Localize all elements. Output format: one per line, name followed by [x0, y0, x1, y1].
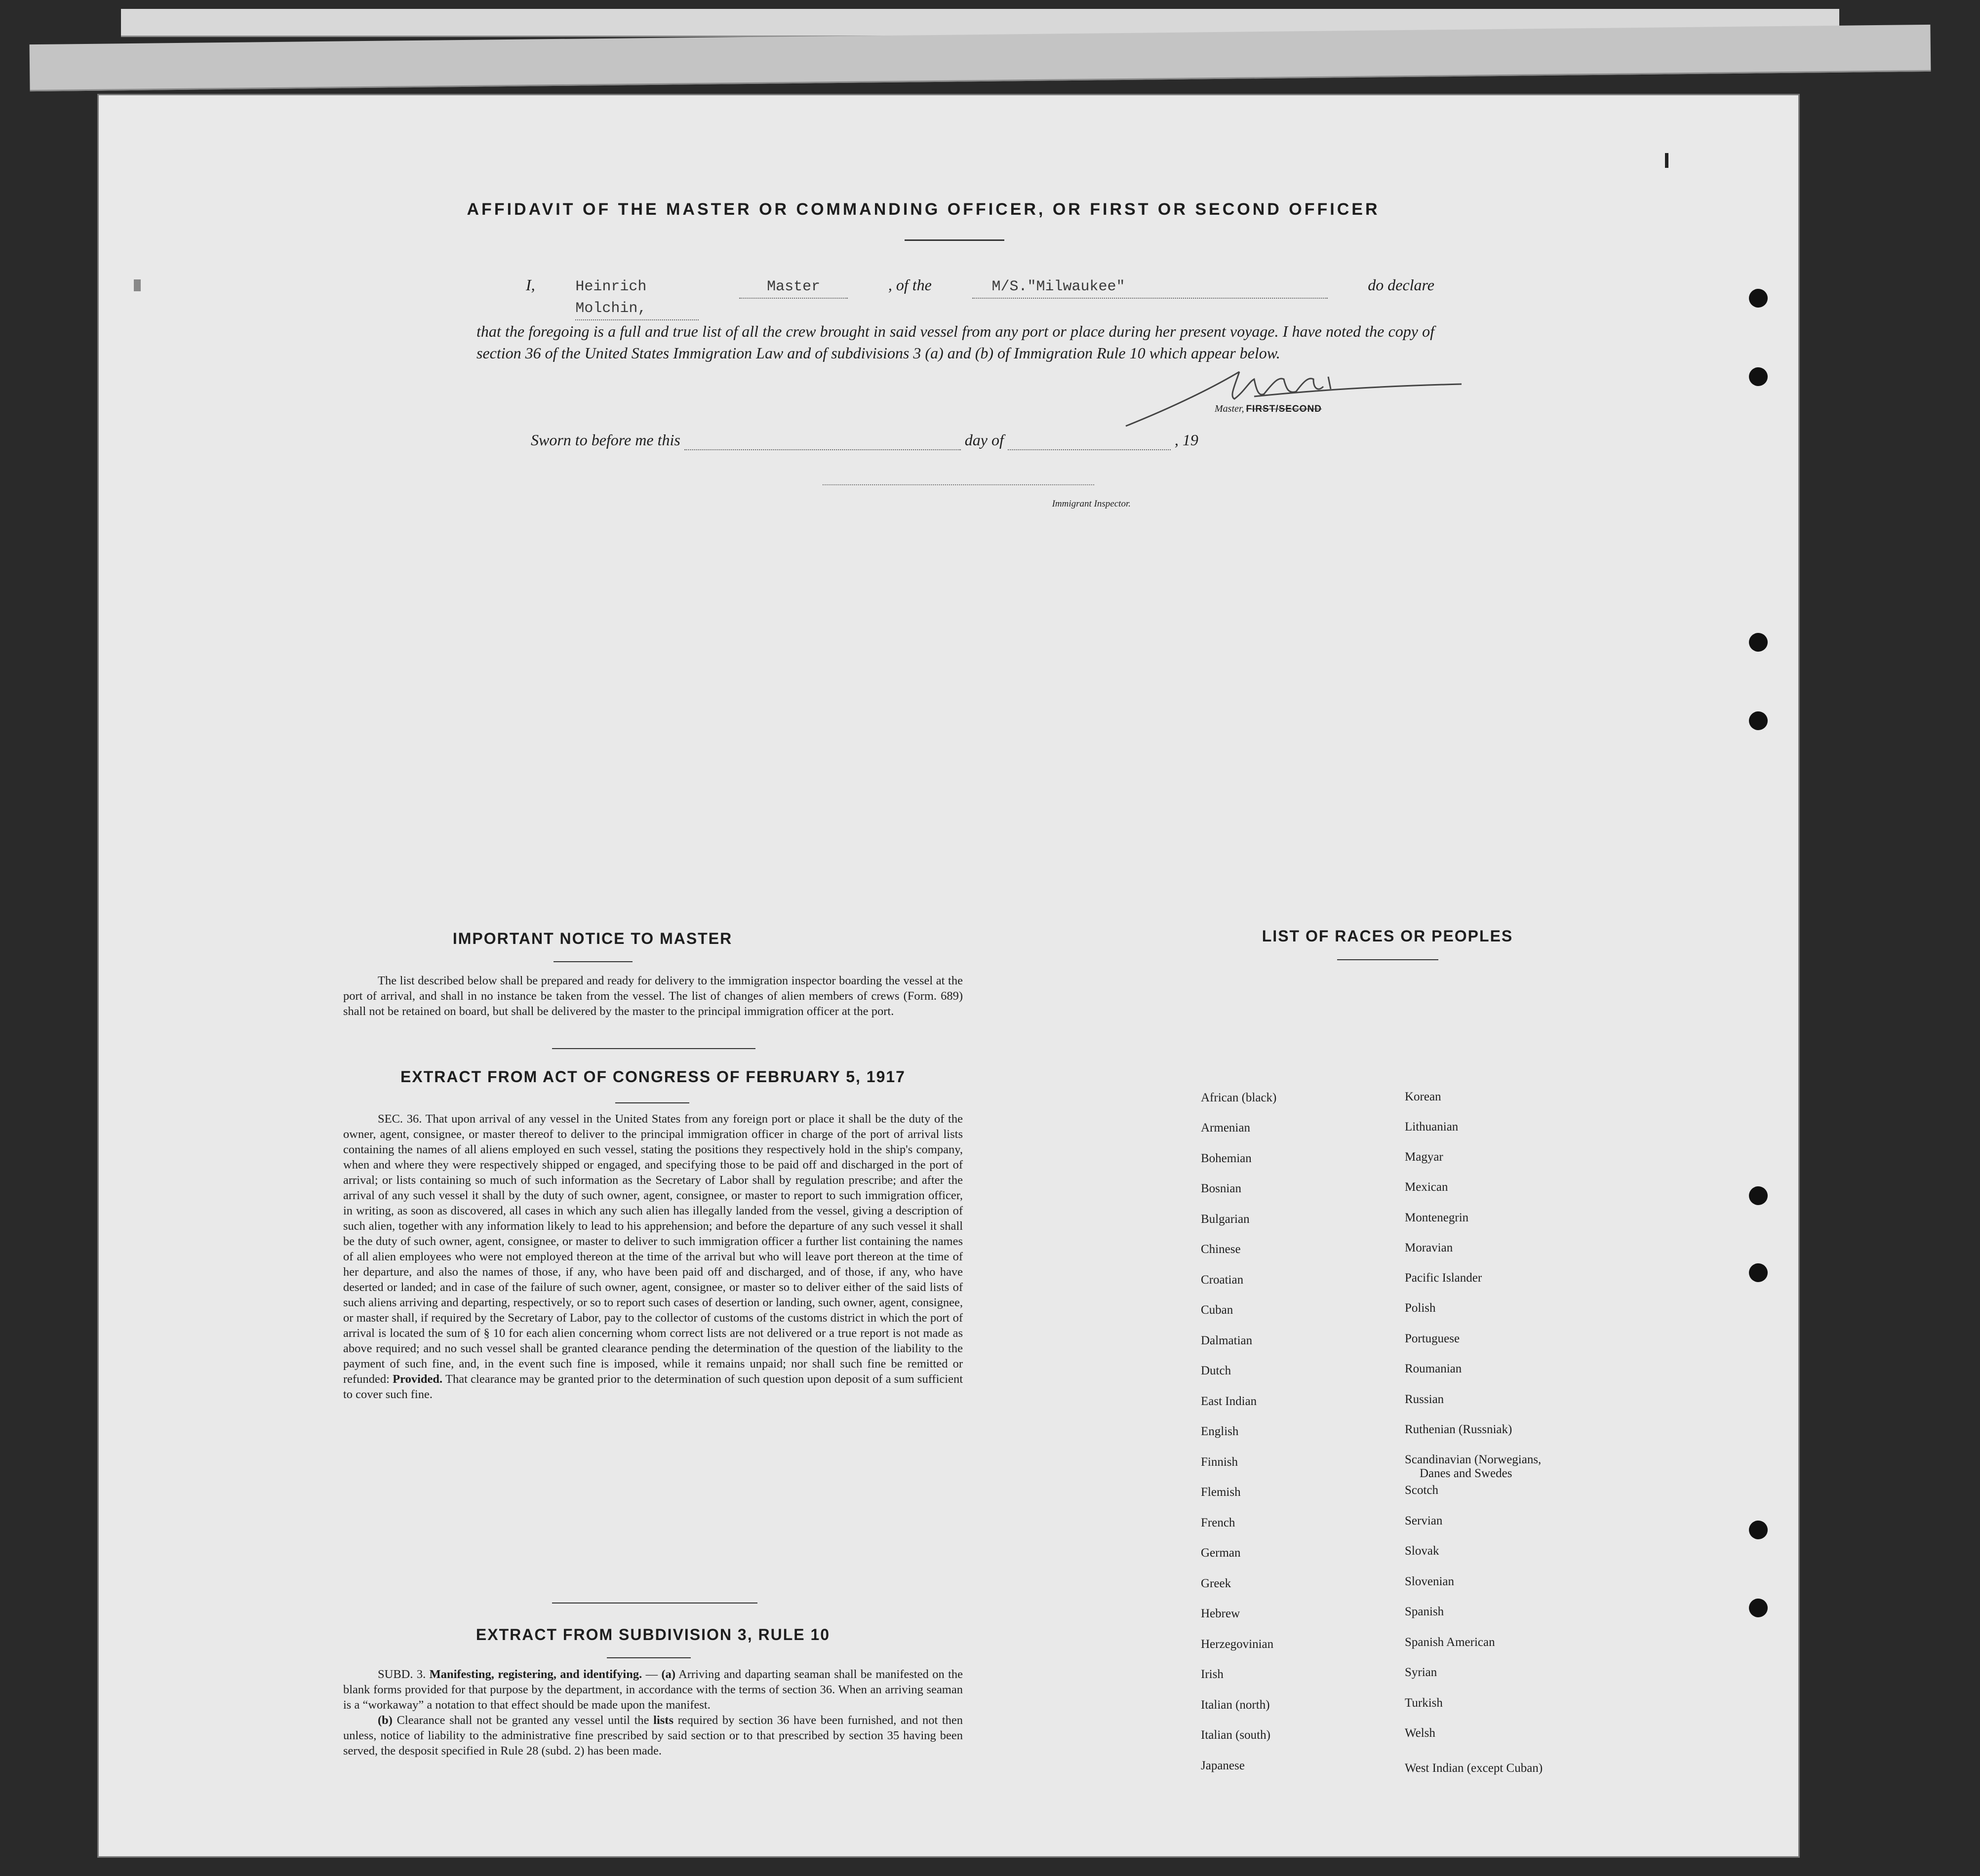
subd-title: EXTRACT FROM SUBDIVISION 3, RULE 10 [475, 1626, 831, 1643]
punch-hole [1749, 289, 1768, 308]
inspector-label: Immigrant Inspector. [1052, 499, 1131, 509]
race-item: Hebrew [1201, 1607, 1240, 1620]
affidavit-title: AFFIDAVIT OF THE MASTER OR COMMANDING OFFICER, OR FIRST OR SECOND OFFICER [467, 200, 1380, 219]
sworn-line [531, 431, 1370, 450]
act-title: EXTRACT FROM ACT OF CONGRESS OF FEBRUARY 5, 1917 [400, 1068, 906, 1086]
year-label: , 19 [1174, 431, 1198, 449]
subd-heading: Manifesting, registering, and identifying. [429, 1668, 642, 1681]
race-item: Mexican [1405, 1180, 1448, 1194]
race-item: Syrian [1405, 1666, 1437, 1679]
struck-officer-label: FIRST/SECOND [1246, 404, 1322, 414]
punch-hole [1749, 1599, 1768, 1617]
subd-a-paragraph [343, 1667, 963, 1713]
race-item: Servian [1405, 1514, 1443, 1527]
title-rule [905, 239, 1004, 241]
race-item: Dalmatian [1201, 1334, 1253, 1347]
race-item: Pacific Islander [1405, 1271, 1482, 1285]
master-label-line [1215, 403, 1322, 415]
act-text-main: SEC. 36. That upon arrival of any vessel in the United States from any foreign port or place it shall be the duty of the owner, agent, consignee, or master thereof to deliver to the principal immigration officer in charge of the port of arrival lists containing the names of all aliens employed en such vessel, stating the positions they respectively hold in the ship's company, when and where they were respectively shipped or engaged, and specifying those to be paid off and discharged in the port of arrival; or lists containing so much of such information as the Secretary of Labor shall by regulation prescribe; and after the arrival of any such vessel it shall by the duty of such owner, agent, consignee, or master to report to such immigration officer, in writing, as soon as discovered, all cases in which any such alien has illegally landed from the vessel, giving a description of such alien, together with any information likely to lead to his apprehension; and before the departure of any such vessel it shall be the duty of such owner, agent, consignee, or master to deliver to such immigration officer a further list containing the names of all alien employees who were not employed thereon at the time of the arrival but who will leave port thereon at the time of her departure, and also the names of those, if any, who have been paid off and discharged, and of those, if any, who have deserted or landed; and in case of the failure of such owner, agent, consignee, or master so to deliver either of the said lists of such aliens arriving and departing, respectively, or so to report such cases of desertion or landing, such owner, agent, consignee, or master shall, if required by the Secretary of Labor, pay to the collector of customs of the customs district in which the port of arrival is located the sum of § 10 for each alien concerning whom correct lists are not delivered or a true report is not made as above required; and no such vessel shall be granted clearance pending the determination of the question of the liability to the payment of such fine, and, in the event such fine is imposed, while it remains unpaid; nor shall such fine be remitted or refunded: [343, 1112, 963, 1386]
race-item: Russian [1405, 1393, 1444, 1406]
punch-hole [1749, 711, 1768, 730]
punch-hole [1749, 1263, 1768, 1282]
declaration-body: that the foregoing is a full and true list of all the crew brought in said vessel from any port or place during her present voyage. I have noted the copy of section 36 of the United States Immigration Law and of subdivisions 3 (a) and (b) of Immigration Rule 10 which appear below. [476, 322, 1434, 362]
subd-text [343, 1667, 963, 1759]
subd-b-text2: required by section 36 have been furnished, and not then unless, notice of liability to the administrative fine prescribed by said section or to that prescribed by section 35 having been served, the desposit specified in Rule 28 (subd. 2) has been made. [343, 1714, 963, 1758]
race-item: Roumanian [1405, 1362, 1462, 1375]
race-item: Finnish [1201, 1455, 1238, 1469]
races-title: LIST OF RACES OR PEOPLES [1262, 927, 1513, 945]
race-item: Bohemian [1201, 1152, 1252, 1165]
race-item: East Indian [1201, 1395, 1257, 1408]
race-item: Irish [1201, 1668, 1224, 1681]
race-item: Bulgarian [1201, 1212, 1250, 1226]
race-item: French [1201, 1516, 1235, 1529]
punch-hole [1749, 1186, 1768, 1205]
rank-value: Master [739, 276, 848, 299]
punch-hole [1749, 1521, 1768, 1539]
punch-hole [1749, 367, 1768, 386]
race-item: Korean [1405, 1090, 1441, 1103]
race-item: Croatian [1201, 1273, 1244, 1287]
race-item: African (black) [1201, 1091, 1277, 1104]
master-label: Master, [1215, 403, 1244, 414]
subd-b-marker: (b) [378, 1714, 393, 1727]
section-rule [552, 1602, 757, 1603]
subd-a-text: Arriving and daparting seaman shall be manifested on the blank forms provided for that purpose by the department, in accordance with the terms of section 36. When an arriving seaman is a “workaway” a notation to that effect should be made upon the manifest. [343, 1668, 963, 1712]
race-item: Chinese [1201, 1243, 1241, 1256]
subd-b-text1: Clearance shall not be granted any vessel until the [396, 1714, 649, 1727]
ink-mark [134, 279, 141, 291]
race-item: German [1201, 1546, 1241, 1560]
race-item: Armenian [1201, 1121, 1250, 1134]
race-item: Bosnian [1201, 1182, 1241, 1195]
i-label: I, [526, 276, 535, 294]
master-name: Heinrich Molchin, [575, 276, 699, 320]
act-text [343, 1111, 963, 1402]
of-the-label: , of the [888, 276, 932, 294]
race-item: Cuban [1201, 1303, 1233, 1317]
section-rule [615, 1102, 689, 1103]
section-rule [607, 1657, 691, 1658]
race-item: Danes and Swedes [1420, 1467, 1512, 1480]
sworn-day-field [684, 431, 961, 450]
subd-prefix: SUBD. 3. [378, 1668, 426, 1681]
master-signature [1116, 357, 1471, 431]
section-rule [554, 961, 633, 962]
race-item: Ruthenian (Russniak) [1405, 1423, 1512, 1436]
race-item: Italian (north) [1201, 1698, 1270, 1712]
sworn-label: Sworn to before me this [531, 431, 680, 449]
declaration-paragraph [476, 274, 1434, 364]
race-item: Welsh [1405, 1726, 1435, 1740]
race-item: Greek [1201, 1577, 1231, 1590]
notice-title: IMPORTANT NOTICE TO MASTER [452, 930, 733, 947]
day-of-label: day of [964, 431, 1004, 449]
document-page [99, 95, 1798, 1856]
declaration-first-line [476, 274, 1434, 320]
race-item: Flemish [1201, 1485, 1241, 1499]
section-rule [1337, 959, 1438, 960]
race-item: Turkish [1405, 1696, 1443, 1710]
subd-dash: — [642, 1668, 662, 1681]
subd-a-marker: (a) [661, 1668, 676, 1681]
race-item: Herzegovinian [1201, 1638, 1274, 1651]
race-item: Lithuanian [1405, 1120, 1459, 1133]
inspector-signature-line [823, 484, 1094, 485]
race-item: Montenegrin [1405, 1211, 1469, 1224]
race-item: English [1201, 1425, 1239, 1438]
vessel-name: M/S."Milwaukee" [972, 276, 1328, 299]
race-item: Polish [1405, 1301, 1436, 1315]
race-item: Italian (south) [1201, 1728, 1270, 1742]
subd-b-lists: lists [653, 1714, 673, 1727]
race-item: Slovenian [1405, 1575, 1454, 1588]
race-item: Portuguese [1405, 1332, 1460, 1345]
do-declare-label: do declare [1368, 276, 1434, 294]
provided-label: Provided. [393, 1372, 443, 1386]
ink-mark [1665, 153, 1668, 168]
race-item: Dutch [1201, 1364, 1231, 1377]
race-item: Moravian [1405, 1241, 1453, 1254]
race-item: Scotch [1405, 1484, 1439, 1497]
race-item: West Indian (except Cuban) [1405, 1761, 1543, 1775]
race-item: Magyar [1405, 1150, 1443, 1164]
race-item: Japanese [1201, 1759, 1245, 1772]
act-text-end: That clearance may be granted prior to the determination of such question upon deposit of a sum sufficient to cover such fine. [343, 1372, 963, 1401]
race-item: Scandinavian (Norwegians, [1405, 1453, 1542, 1466]
subd-b-paragraph [343, 1713, 963, 1759]
sworn-month-field [1008, 431, 1171, 450]
section-rule [552, 1048, 755, 1049]
race-item: Spanish American [1405, 1636, 1495, 1649]
notice-text: The list described below shall be prepared and ready for delivery to the immigration inspector boarding the vessel at the port of arrival, and shall in no instance be taken from the vessel. The list of changes of alien members of crews (Form. 689) shall not be retained on board, but shall be delivered by the master to the principal immigration officer at the port. [343, 974, 963, 1018]
race-item: Spanish [1405, 1605, 1444, 1618]
race-item: Slovak [1405, 1544, 1439, 1558]
punch-hole [1749, 633, 1768, 652]
